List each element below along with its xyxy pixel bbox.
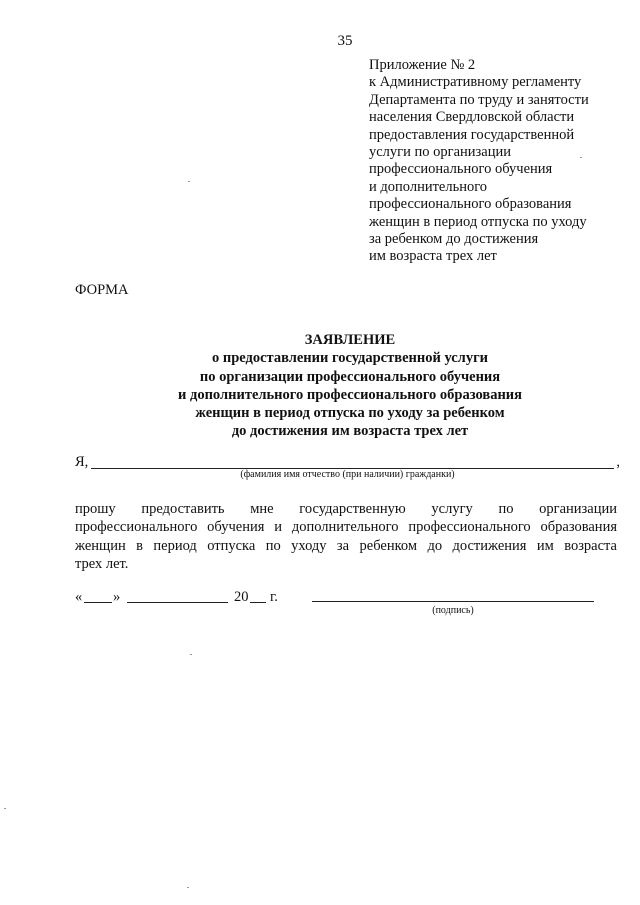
scan-speck [187,887,189,888]
title-line: женщин в период отпуска по уходу за ребенком [195,405,505,422]
appendix-line: профессионального образования [369,196,572,213]
year-field[interactable] [250,589,266,603]
appendix-line: населения Свердловской области [369,109,575,126]
appendix-line: профессионального обучения [369,161,553,178]
appendix-line: за ребенком до достижения [369,231,539,248]
applicant-prefix: Я, [75,454,89,470]
form-label: ФОРМА [75,282,129,298]
title-line: и дополнительного профессионального образования [178,386,522,403]
title-line: по организации профессионального обучения [199,368,501,385]
request-line: профессионального обучения и дополнительного профессионального образования [75,519,617,536]
request-text [75,500,617,574]
appendix-line: Департамента по труду и занятости [369,91,589,108]
applicant-name-caption: (фамилия имя отчество (при наличии) гражданки) [240,469,455,480]
appendix-line: им возраста трех лет [369,248,497,265]
request-line: трех лет. [75,556,129,573]
title-line: о предоставлении государственной услуги [211,350,489,367]
title-heading: ЗАЯВЛЕНИЕ [304,332,396,348]
scan-speck [4,808,6,809]
scan-speck [190,654,192,655]
request-line: женщин в период отпуска по уходу за ребенком до достижения им возраста [75,537,617,554]
page-number: 35 [337,33,353,49]
title-line: до достижения им возраста трех лет [231,423,469,440]
year-prefix: 20 [234,589,249,605]
applicant-name-field[interactable] [91,453,614,469]
appendix-reference [369,57,619,266]
date-open-quote: « [75,589,83,605]
appendix-line: услуги по организации [369,144,511,161]
year-suffix: г. [270,589,278,605]
signature-caption: (подпись) [432,605,474,616]
date-close-quote: » [113,589,121,605]
applicant-suffix: , [616,454,620,470]
appendix-line: женщин в период отпуска по уходу [369,213,587,230]
month-field[interactable] [127,589,228,603]
scan-speck [188,181,190,182]
appendix-line: к Административному регламенту [369,74,582,91]
document-title [40,331,640,441]
appendix-line: Приложение № 2 [369,57,476,73]
appendix-line: предоставления государственной [369,126,575,143]
scan-speck [580,157,582,158]
appendix-line: и дополнительного [369,178,488,195]
request-line: прошу предоставить мне государственную услугу по организации [75,501,617,517]
day-field[interactable] [84,589,112,603]
signature-field[interactable] [312,601,594,602]
